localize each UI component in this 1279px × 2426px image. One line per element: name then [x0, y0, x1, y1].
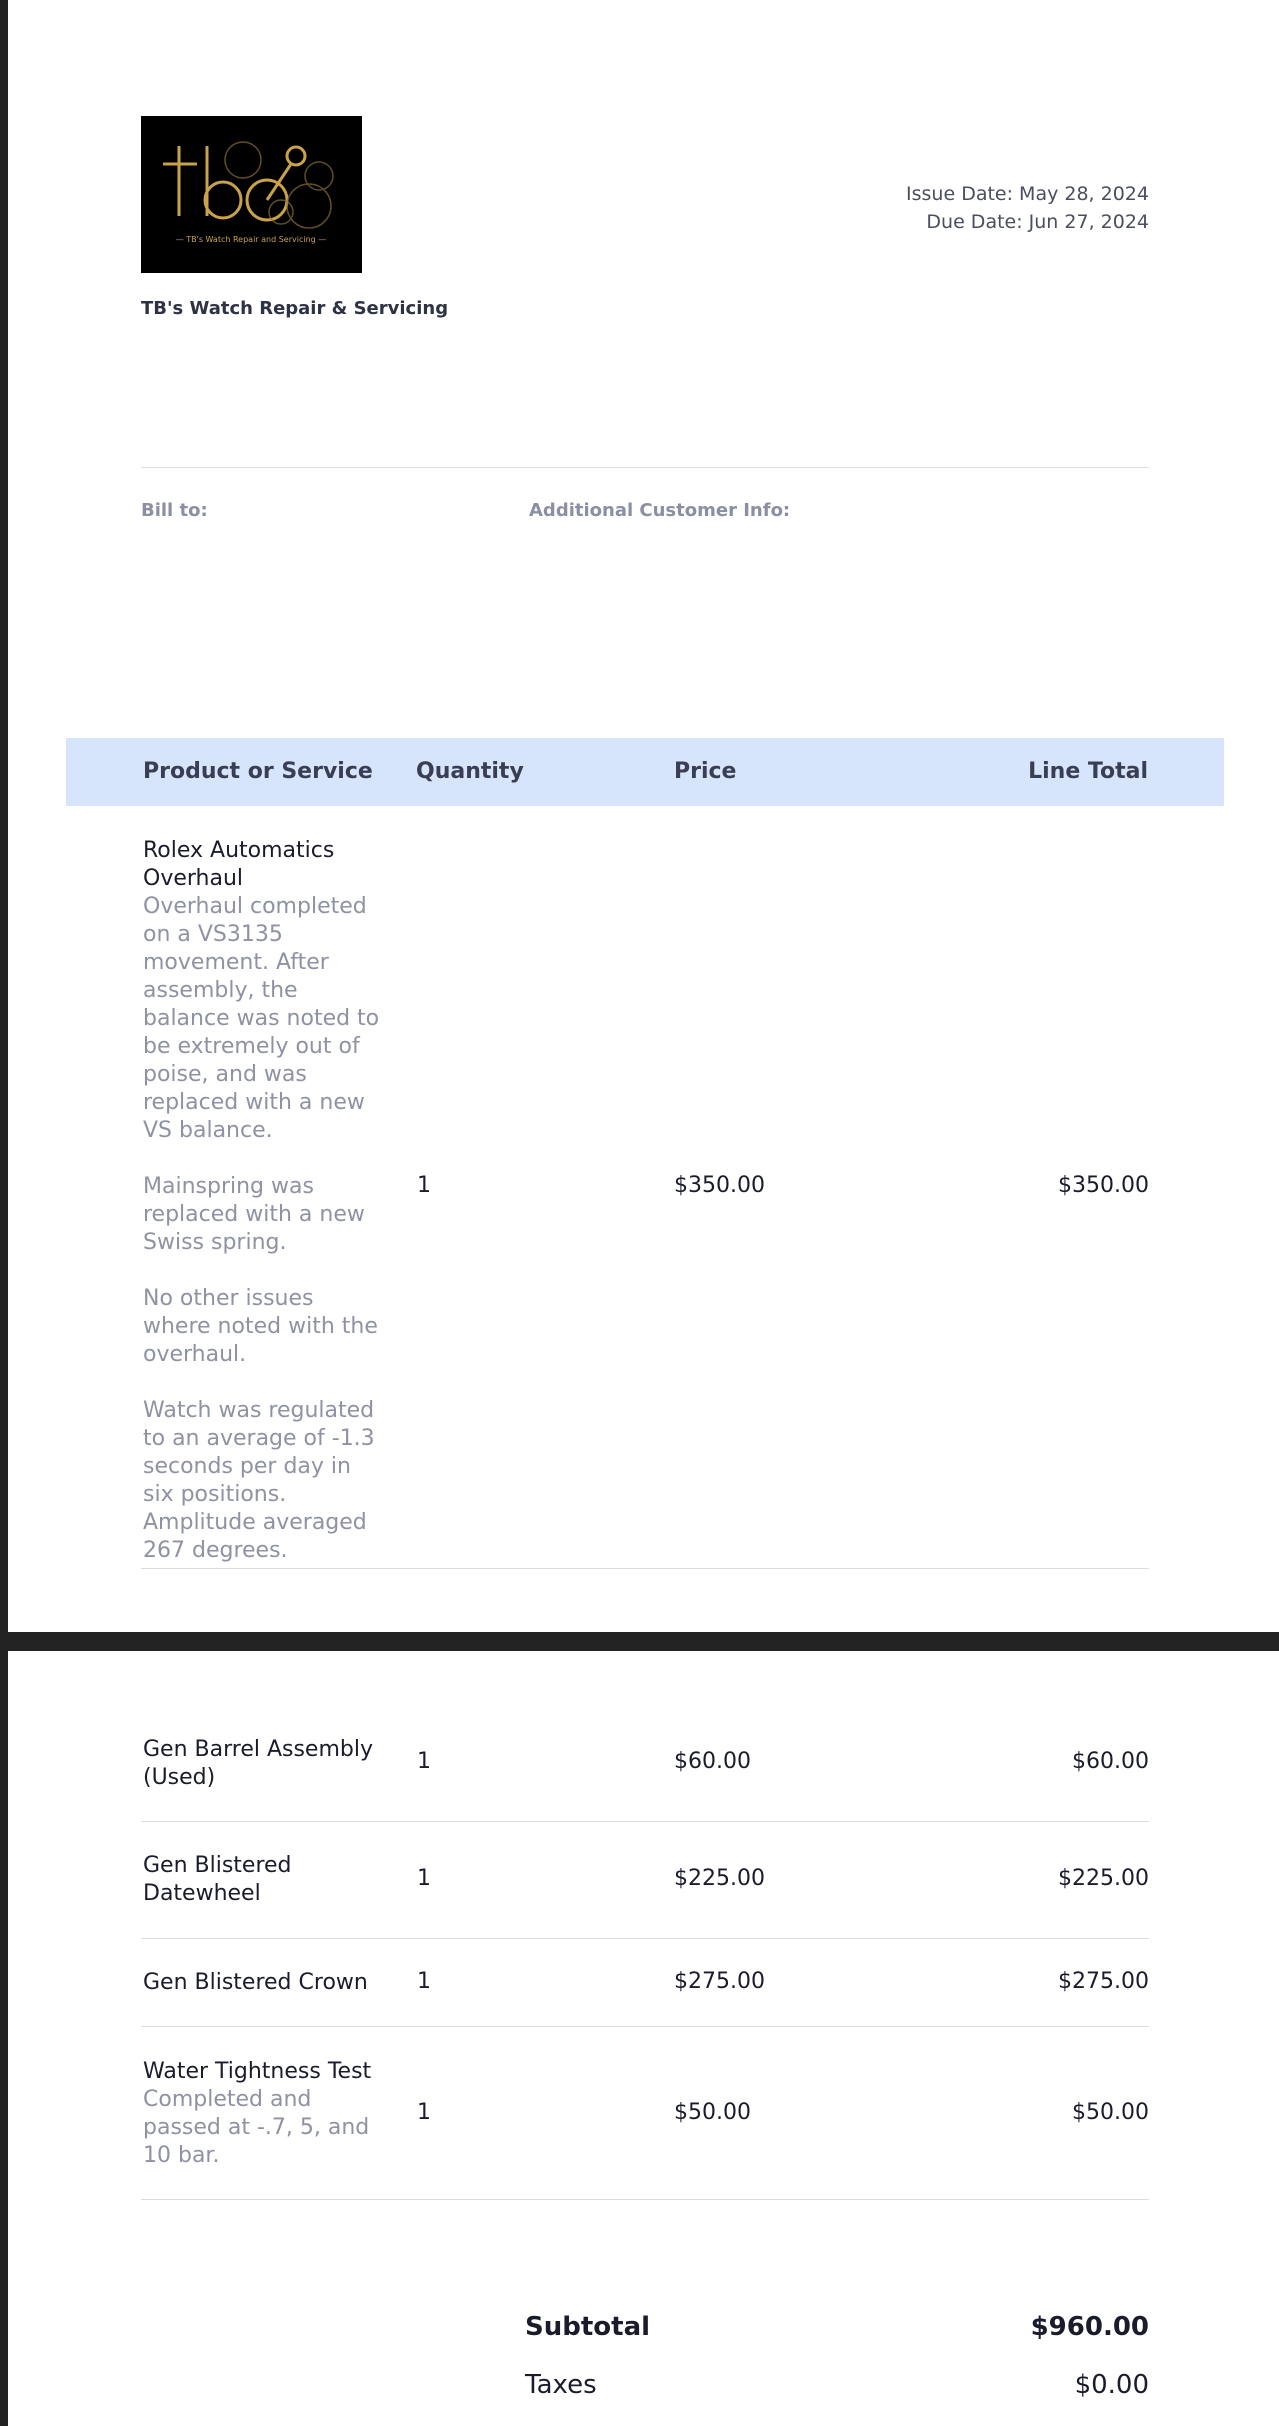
- row-divider: [141, 1938, 1149, 1939]
- item-total: $350.00: [1058, 1173, 1149, 1198]
- taxes-label: Taxes: [525, 2370, 597, 2400]
- item-quantity: 1: [417, 1866, 431, 1891]
- item-price: $50.00: [674, 2100, 751, 2125]
- item-price: $225.00: [674, 1866, 765, 1891]
- item-total: $50.00: [1072, 2100, 1149, 2125]
- item-total: $275.00: [1058, 1969, 1149, 1994]
- item-name: Water Tightness Test: [143, 2059, 372, 2084]
- table-header: [66, 738, 1224, 806]
- company-logo: [141, 116, 362, 273]
- logo-tagline: — TB's Watch Repair and Servicing —: [175, 235, 327, 244]
- item-name: Gen Blistered Datewheel: [143, 1853, 292, 1906]
- viewer-frame-left: [0, 0, 8, 2426]
- divider: [141, 467, 1149, 468]
- row-divider: [141, 2026, 1149, 2027]
- header-price: Price: [674, 759, 737, 784]
- item-total: $60.00: [1072, 1749, 1149, 1774]
- item-price: $275.00: [674, 1969, 765, 1994]
- page-break: [0, 1632, 1279, 1651]
- header-product: Product or Service: [143, 759, 373, 784]
- item-price: $350.00: [674, 1173, 765, 1198]
- item-name: Rolex Automatics Overhaul: [143, 838, 335, 891]
- item-description: Completed and passed at -.7, 5, and 10 bar.: [143, 2087, 370, 2168]
- additional-info-label: Additional Customer Info:: [529, 500, 791, 521]
- item-name: Gen Barrel Assembly (Used): [143, 1737, 373, 1790]
- header-line-total: Line Total: [1028, 759, 1148, 784]
- item-name: Gen Blistered Crown: [143, 1970, 368, 1995]
- subtotal-label: Subtotal: [525, 2312, 651, 2342]
- row-divider: [141, 2199, 1149, 2200]
- bill-to-label: Bill to:: [141, 500, 208, 521]
- due-date: Due Date: Jun 27, 2024: [926, 211, 1149, 233]
- invoice-dates: [906, 180, 1149, 236]
- item-quantity: 1: [417, 1749, 431, 1774]
- item-total: $225.00: [1058, 1866, 1149, 1891]
- item-price: $60.00: [674, 1749, 751, 1774]
- company-name: TB's Watch Repair & Servicing: [141, 298, 449, 319]
- subtotal-value: $960.00: [1030, 2312, 1149, 2342]
- header-quantity: Quantity: [416, 759, 524, 784]
- issue-date: Issue Date: May 28, 2024: [906, 183, 1149, 205]
- row-divider: [141, 1568, 1149, 1569]
- row-divider: [141, 1821, 1149, 1822]
- item-quantity: 1: [417, 1969, 431, 1994]
- item-description: Overhaul completed on a VS3135 movement. After assembly, the balance was noted to be extremely out of poise, and was replaced with a new VS balance. Mainspring was replaced with a new Swiss spring. No other issues where noted with the overhaul. Watch was regulated to an average of -1.3 seconds per day in six positions. Amplitude averaged 267 degrees.: [143, 894, 380, 1563]
- item-quantity: 1: [417, 1173, 431, 1198]
- item-quantity: 1: [417, 2100, 431, 2125]
- taxes-value: $0.00: [1074, 2370, 1149, 2400]
